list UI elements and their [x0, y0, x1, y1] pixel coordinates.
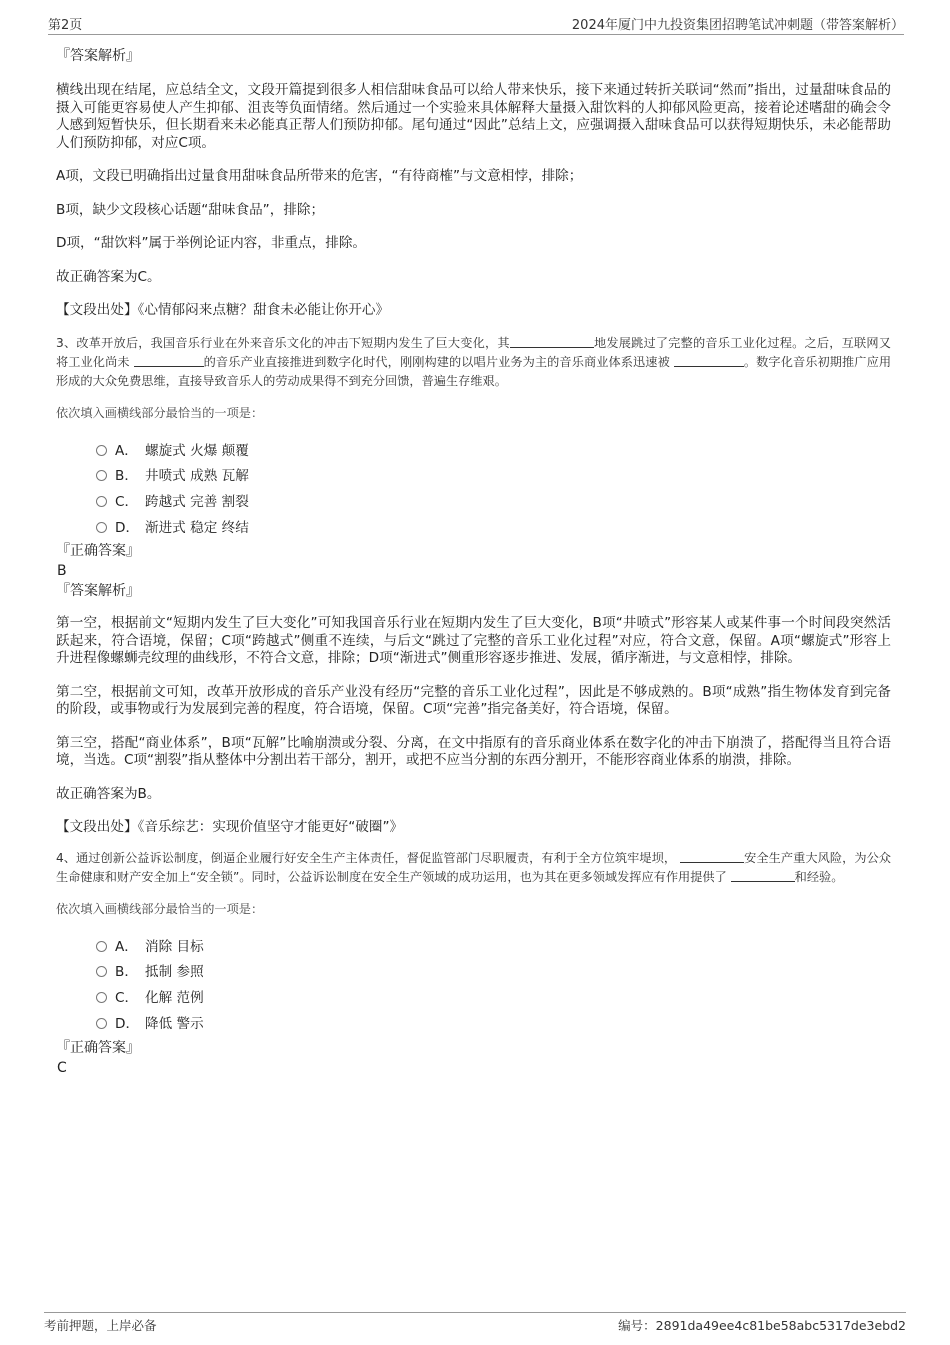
q3-analysis-3: 第三空，搭配“商业体系”，B项“瓦解”比喻崩溃或分裂、分离，在文中指原有的音乐商业体系在数字化的冲击下崩溃了，搭配得当且符合语境，当选。C项“割裂”指从整体中分割出若干部分，割开，或把不应当分割的东西分割开，不能形容商业体系的崩溃，排除。: [56, 734, 891, 769]
q3-analysis-1: 第一空，根据前文“短期内发生了巨大变化”可知我国音乐行业在短期内发生了巨大变化，B项“井喷式”形容某人或某件事一个时间段突然活跃起来，符合语境，保留；C项“跨越式”侧重不连续，与后文“跳过了完整的音乐工业化过程”对应，符合文意，保留。A项“螺旋式”形容上升进程像螺蛳壳纹理的曲线形，不符合文意，排除；D项“渐进式”侧重形容逐步推进、发展，循序渐进，与文意相悖，排除。: [56, 615, 891, 667]
q3-conclusion: 故正确答案为B。: [56, 785, 161, 802]
q2-analysis-label: 『答案解析』: [56, 48, 140, 64]
q4-option-a[interactable]: A． 消除 目标: [96, 935, 891, 961]
q3-source: 【文段出处】《音乐综艺：实现价值坚守才能更好“破圈”》: [56, 819, 404, 836]
q4-option-d[interactable]: D． 降低 警示: [96, 1012, 891, 1038]
page-footer: [44, 1312, 906, 1335]
q4-answer: C: [57, 1059, 67, 1076]
q3-answer: B: [57, 563, 67, 580]
q3-options: [96, 439, 891, 542]
radio-icon[interactable]: [96, 941, 107, 952]
q4-option-c[interactable]: C． 化解 范例: [96, 986, 891, 1012]
q3-analysis-2: 第二空，根据前文可知，改革开放形成的音乐产业没有经历“完整的音乐工业化过程”，因此是不够成熟的。B项“成熟”指生物体发育到完备的阶段，或事物或行为发展到完善的程度，符合语境，保留。C项“完善”指完备美好，符合语境，保留。: [56, 683, 891, 718]
radio-icon[interactable]: [96, 470, 107, 481]
page-header: [48, 14, 904, 35]
q3-analysis-label: 『答案解析』: [56, 583, 140, 600]
q2-option-a-note: A项，文段已明确指出过量食用甜味食品所带来的危害，“有待商榷”与文意相悖，排除；: [56, 168, 583, 184]
q4-option-b[interactable]: B． 抵制 参照: [96, 960, 891, 986]
footer-slogan: 考前押题，上岸必备: [44, 1318, 157, 1333]
q2-source: 【文段出处】《心情郁闷来点糖？甜食未必能让你开心》: [56, 302, 390, 318]
q3-prompt: 依次填入画横线部分最恰当的一项是：: [56, 405, 264, 420]
q3-option-d[interactable]: D． 渐进式 稳定 终结: [96, 516, 891, 542]
page-content: [56, 46, 891, 1078]
q2-option-d-note: D项，“甜饮料”属于举例论证内容，非重点，排除。: [56, 235, 367, 251]
q3-stem: 3、改革开放后，我国音乐行业在外来音乐文化的冲击下短期内发生了巨大变化，其 地发展跳过了完整的音乐工业化过程。之后，互联网又将工业化尚未 的音乐产业直接推进到数字化时代，刚刚构建的以唱片业务为主的音乐商业体系迅速被 。数字化音乐初期推广应用形成的大众免费思维，直接导致音乐人的劳动成果得不到充分回馈，普遍生存维艰。: [56, 335, 892, 388]
q3-option-c[interactable]: C． 跨越式 完善 割裂: [96, 490, 891, 516]
q4-answer-label: 『正确答案』: [56, 1039, 140, 1056]
document-title: 2024年厦门中九投资集团招聘笔试冲刺题（带答案解析）: [571, 18, 904, 33]
q3-option-b[interactable]: B． 井喷式 成熟 瓦解: [96, 464, 891, 490]
q4-blank-2: [731, 869, 795, 882]
radio-icon[interactable]: [96, 522, 107, 533]
radio-icon[interactable]: [96, 445, 107, 456]
q2-analysis-paragraph: 横线出现在结尾，应总结全文，文段开篇提到很多人相信甜味食品可以给人带来快乐，接下来通过转折关联词“然而”指出，过量甜味食品的摄入可能更容易使人产生抑郁、沮丧等负面情绪。然后通过一个实验来具体解释大量摄入甜饮料的人抑郁风险更高，接着论述嗜甜的确会令人感到短暂快乐，但长期看来未必能真正帮人们预防抑郁。尾句通过“因此”总结上文，应强调摄入甜味食品可以获得短期快乐，未必能帮助人们预防抑郁，对应C项。: [56, 82, 891, 151]
q4-stem: 4、通过创新公益诉讼制度，倒逼企业履行好安全生产主体责任，督促监管部门尽职履责，有利于全方位筑牢堤坝， 安全生产重大风险，为公众生命健康和财产安全加上“安全锁”。同时，公益诉讼制度在安全生产领域的成功运用，也为其在更多领域发挥应有作用提供了 和经验。: [56, 850, 891, 884]
radio-icon[interactable]: [96, 1018, 107, 1029]
q2-option-b-note: B项，缺少文段核心话题“甜味食品”，排除；: [56, 201, 325, 218]
radio-icon[interactable]: [96, 966, 107, 977]
q4-blank-1: [680, 850, 744, 863]
q3-option-a[interactable]: A． 螺旋式 火爆 颠覆: [96, 439, 891, 465]
q3-blank-2: [134, 354, 204, 367]
q3-blank-3: [674, 354, 744, 367]
q4-options: [96, 935, 891, 1038]
radio-icon[interactable]: [96, 992, 107, 1003]
q2-conclusion: 故正确答案为C。: [56, 268, 161, 285]
radio-icon[interactable]: [96, 496, 107, 507]
footer-code: 编号：2891da49ee4c81be58abc5317de3ebd2: [618, 1318, 906, 1333]
page-number: 第2页: [48, 18, 83, 33]
q3-blank-1: [510, 335, 594, 348]
q4-prompt: 依次填入画横线部分最恰当的一项是：: [56, 901, 264, 916]
q3-answer-label: 『正确答案』: [56, 543, 140, 560]
